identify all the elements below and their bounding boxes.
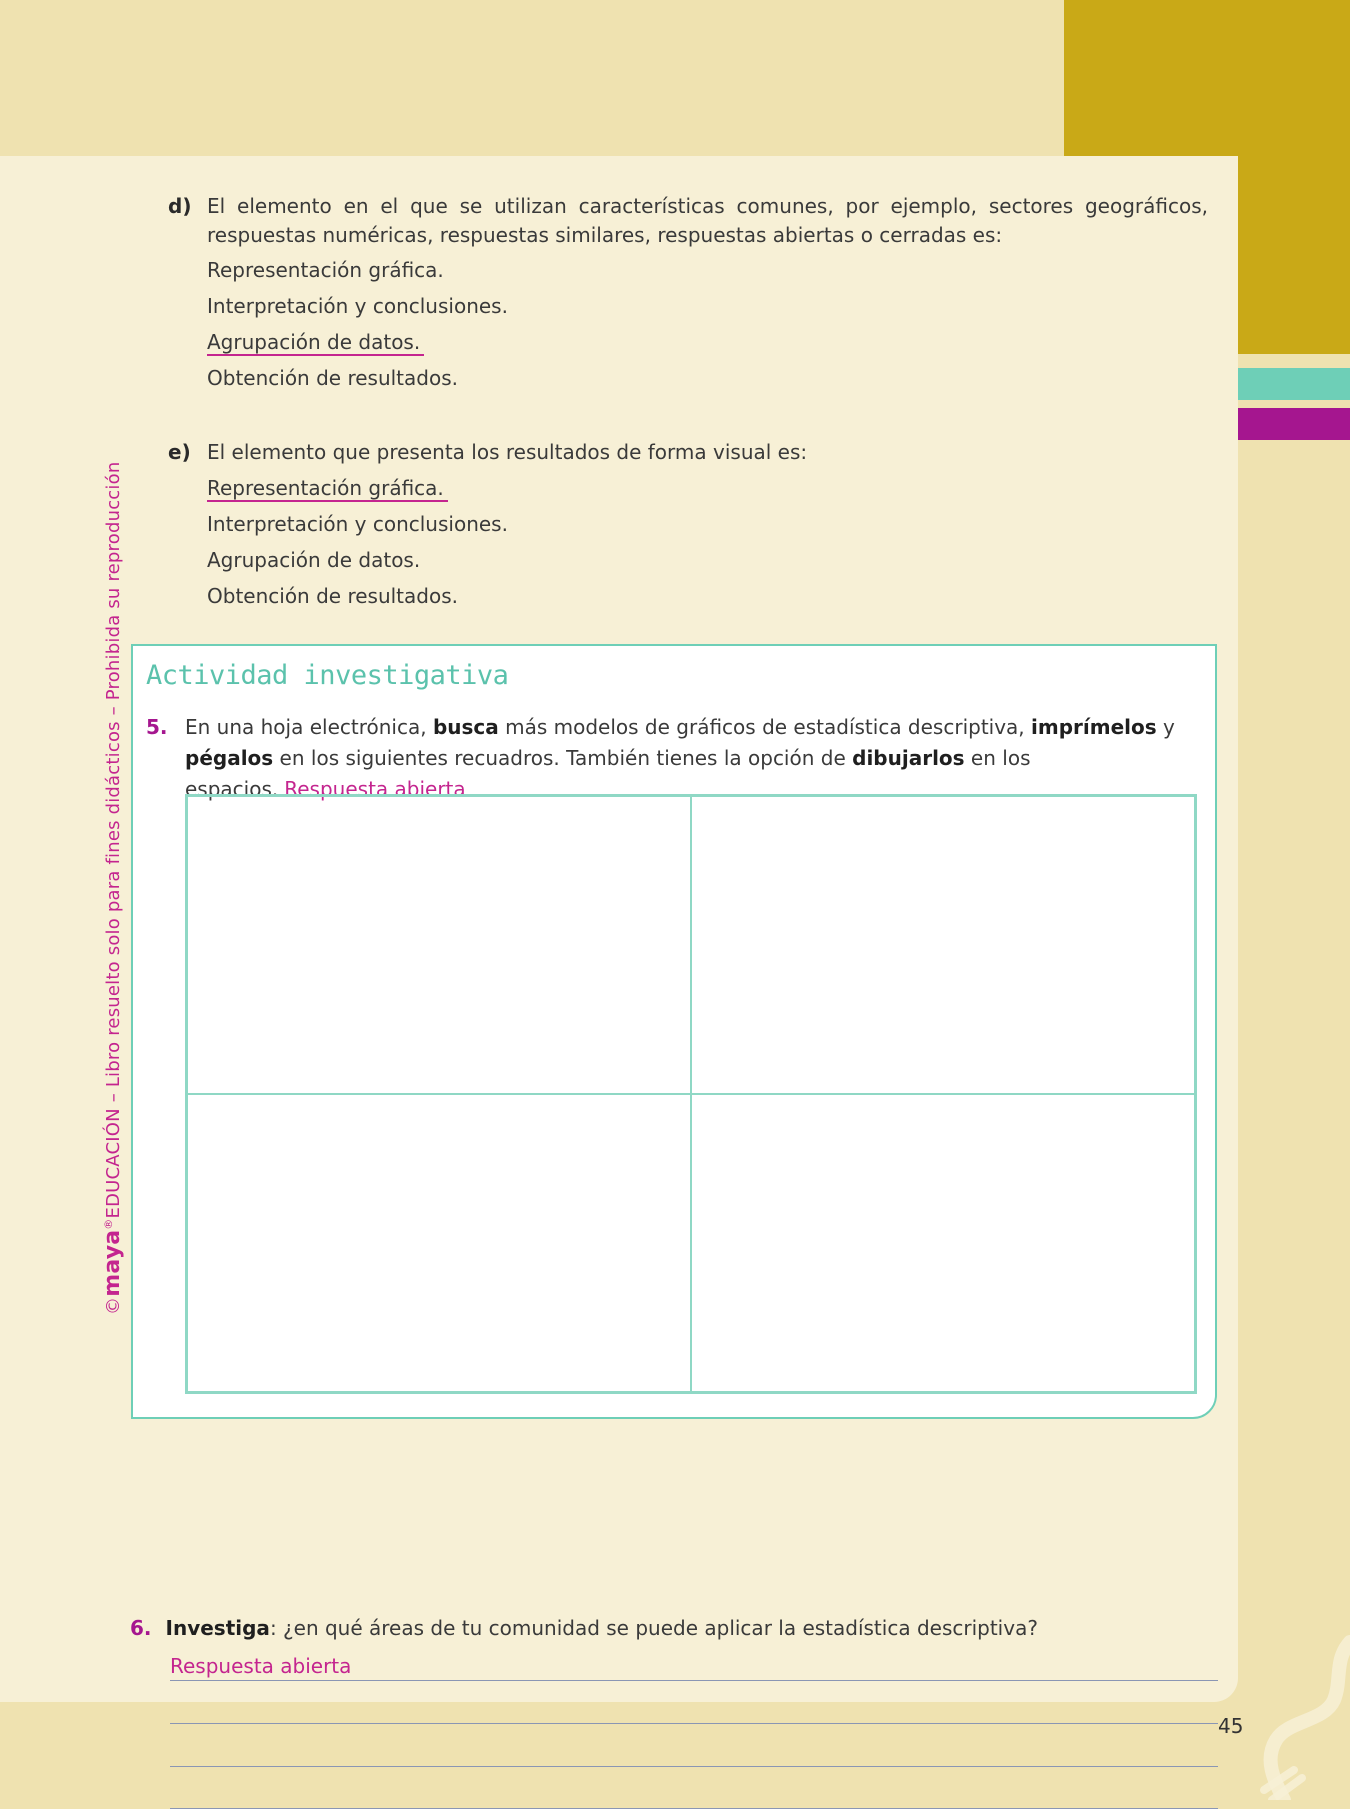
paste-box-top-left[interactable]	[187, 796, 691, 1094]
activity-answer: Respuesta abierta	[284, 777, 466, 801]
question-e-option-3: Agrupación de datos.	[207, 548, 421, 572]
question-6-answer: Respuesta abierta	[170, 1654, 352, 1678]
answer-line[interactable]	[170, 1723, 1218, 1724]
question-e-text: El elemento que presenta los resultados de forma visual es:	[207, 440, 808, 464]
question-d-option-1: Representación gráfica.	[207, 258, 444, 282]
paste-box-bottom-left[interactable]	[187, 1094, 691, 1392]
answer-line[interactable]	[170, 1766, 1218, 1767]
footer-band	[0, 1702, 1350, 1800]
question-e-option-4: Obtención de resultados.	[207, 584, 458, 608]
question-d	[168, 192, 1208, 250]
lightbulb-icon	[1254, 1630, 1350, 1800]
question-e-letter: e)	[168, 440, 191, 464]
question-6-text: : ¿en qué áreas de tu comunidad se puede aplicar la estadística descriptiva?	[269, 1616, 1038, 1640]
right-margin-strip	[1238, 354, 1350, 1800]
paste-box-bottom-right[interactable]	[691, 1094, 1195, 1392]
magenta-tab-marker	[1238, 408, 1350, 440]
question-6-keyword: Investiga	[165, 1616, 270, 1640]
question-6-number: 6.	[130, 1616, 152, 1640]
page-paper	[0, 156, 1238, 1702]
activity-number: 5.	[146, 715, 168, 739]
question-e	[168, 438, 1208, 467]
question-d-letter: d)	[168, 194, 192, 218]
header-band	[0, 0, 1064, 156]
paste-box-top-right[interactable]	[691, 796, 1195, 1094]
page-number: 45	[1218, 1714, 1244, 1738]
activity-title: Actividad investigativa	[146, 660, 509, 691]
question-e-option-2: Interpretación y conclusiones.	[207, 512, 508, 536]
question-d-option-4: Obtención de resultados.	[207, 366, 458, 390]
question-6	[130, 1614, 1038, 1642]
question-e-option-1-selected: Representación gráfica.	[207, 474, 448, 502]
teal-tab-marker	[1238, 368, 1350, 400]
activity-box	[131, 644, 1217, 1419]
paste-boxes-grid	[185, 794, 1197, 1394]
activity-text: En una hoja electrónica, busca más modelos de gráficos de estadística descriptiva, imprímelos y pégalos en los siguientes recuadros. También tienes la opción de dibujarlos en los espacios. Respuesta abierta	[185, 715, 1175, 801]
question-d-option-2: Interpretación y conclusiones.	[207, 294, 508, 318]
answer-line[interactable]	[170, 1680, 1218, 1681]
question-d-text: El elemento en el que se utilizan características comunes, por ejemplo, sectores geográficos, respuestas numéricas, respuestas similares, respuestas abiertas o cerradas es:	[207, 194, 1208, 247]
question-d-option-3-selected: Agrupación de datos.	[207, 328, 424, 356]
copyright-side-text: ©maya®EDUCACIÓN – Libro resuelto solo para fines didácticos – Prohibida su reproducción	[100, 461, 125, 1315]
maya-logo: maya	[100, 1229, 125, 1297]
activity-question-5	[146, 712, 1206, 805]
